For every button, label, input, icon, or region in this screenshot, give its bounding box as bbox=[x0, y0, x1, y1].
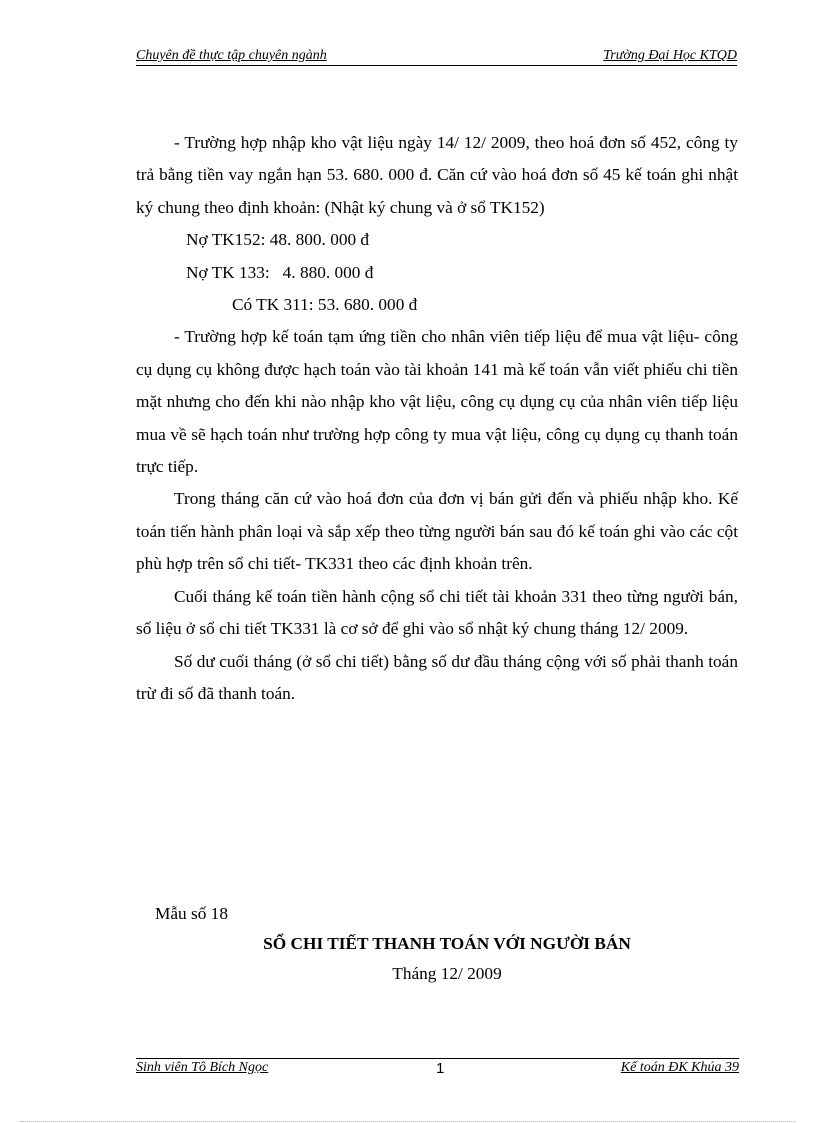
form-number: Mẫu số 18 bbox=[155, 904, 228, 923]
header-right-text: Trường Đại Học KTQD bbox=[603, 48, 737, 63]
footer-class-name: Kế toán ĐK Khúa 39 bbox=[620, 1060, 739, 1075]
paragraph-closing-balance: Số dư cuối tháng (ở sổ chi tiết) bằng số dư đầu tháng cộng với số phải thanh toán trừ đi số đã thanh toán. bbox=[136, 651, 738, 703]
form-title: SỔ CHI TIẾT THANH TOÁN VỚI NGƯỜI BÁN bbox=[263, 934, 631, 953]
paragraph-advance-payment: - Trường hợp kế toán tạm ứng tiền cho nhân viên tiếp liệu để mua vật liệu- công cụ dụng cụ không được hạch toán vào tài khoản 141 mà kế toán vẫn viết phiếu chi tiền mặt nhưng cho đến khi nào nhập kho vật liệu, công cụ dụng cụ của nhân viên tiếp liệu mua về sẽ hạch toán như trường hợp công ty mua vật liệu, công cụ dụng cụ thanh toán trực tiếp. bbox=[136, 327, 738, 477]
header-left-text: Chuyên đề thực tập chuyên ngành bbox=[136, 48, 327, 63]
page-footer bbox=[136, 1058, 739, 1079]
page-bottom-edge bbox=[20, 1121, 796, 1122]
entry-debit-tk133: Nợ TK 133: 4. 880. 000 đ bbox=[186, 262, 374, 282]
page-header bbox=[136, 47, 737, 66]
paragraph-monthly-invoices: Trong tháng căn cứ vào hoá đơn của đơn vị bán gửi đến và phiếu nhập kho. Kế toán tiến hành phân loại và sắp xếp theo từng người bán sau đó kế toán ghi vào các cột phù hợp trên sổ chi tiết- TK331 theo các định khoản trên. bbox=[136, 489, 738, 574]
entry-debit-tk152: Nợ TK152: 48. 800. 000 đ bbox=[186, 230, 370, 250]
entry-credit-tk311: Có TK 311: 53. 680. 000 đ bbox=[232, 295, 418, 315]
footer-student-name: Sinh viên Tô Bích Ngọc bbox=[136, 1060, 269, 1075]
form-month: Tháng 12/ 2009 bbox=[392, 964, 502, 983]
page-number: 1 bbox=[436, 1060, 445, 1077]
body-text-block bbox=[136, 127, 738, 710]
paragraph-import-loan: - Trường hợp nhập kho vật liệu ngày 14/ 12/ 2009, theo hoá đơn số 452, công ty trả bằng tiền vay ngắn hạn 53. 680. 000 đ. Căn cứ vào hoá đơn số 45 kế toán ghi nhật ký chung theo định khoản: (Nhật ký chung và ở sổ TK152) bbox=[136, 133, 738, 217]
paragraph-month-end: Cuối tháng kế toán tiền hành cộng sổ chi tiết tài khoản 331 theo từng người bán, số liệu ở sổ chi tiết TK331 là cơ sở để ghi vào sổ nhật ký chung tháng 12/ 2009. bbox=[136, 586, 738, 639]
